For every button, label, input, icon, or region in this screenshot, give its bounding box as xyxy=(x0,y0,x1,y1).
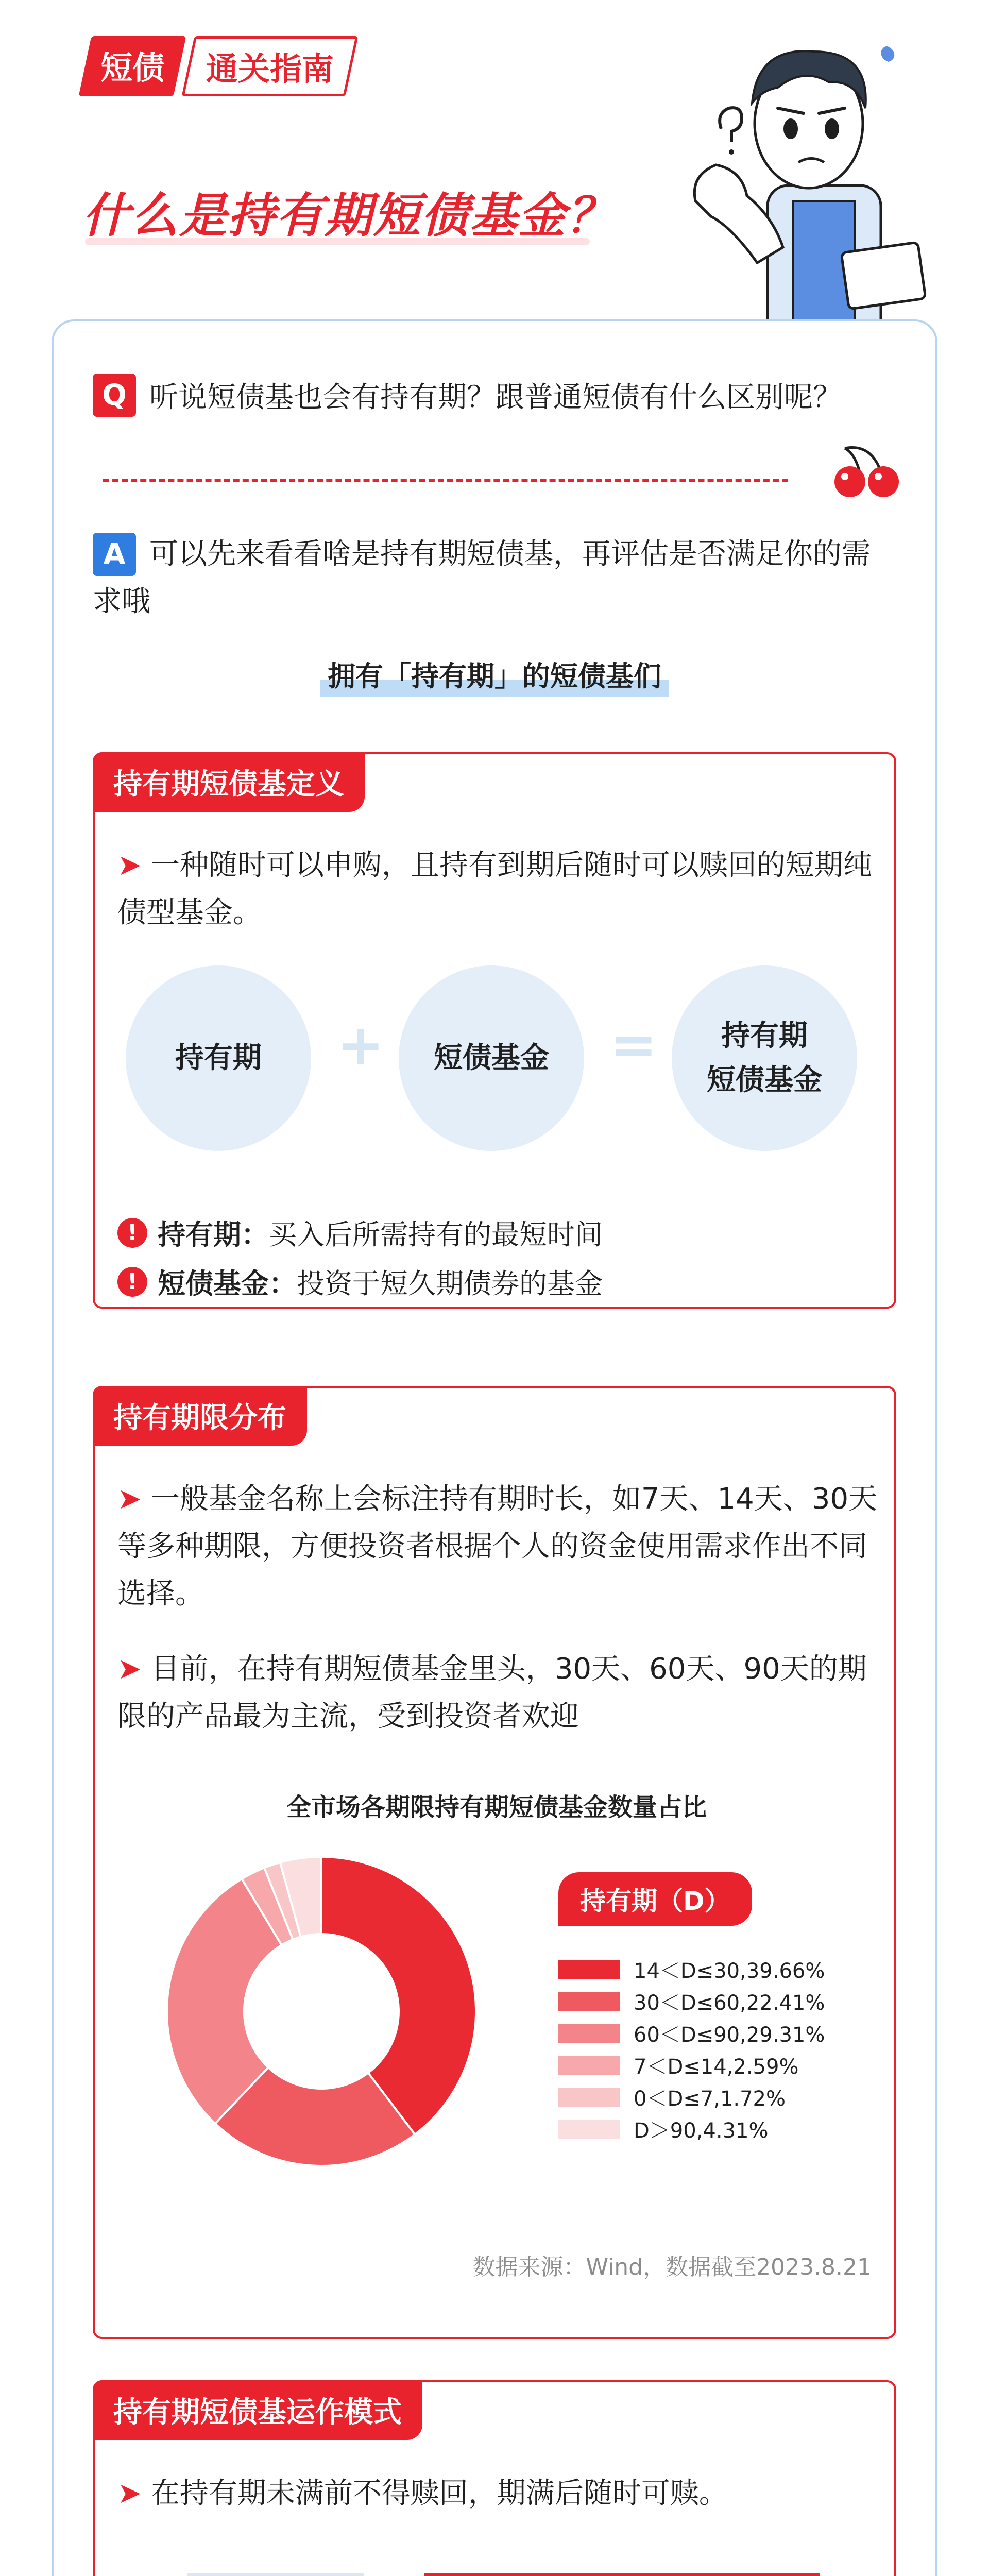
answer-text: 可以先来看看啥是持有期短债基，再评估是否满足你的需求哦 xyxy=(93,537,871,618)
legend-label: D＞90,4.31% xyxy=(634,2119,769,2143)
warning-icon: ! xyxy=(117,1267,147,1297)
legend-item xyxy=(558,2050,798,2080)
legend-label: 7＜D≤14,2.59% xyxy=(634,2055,799,2079)
arrow-icon: ➤ xyxy=(117,1482,142,1516)
plus-sign: + xyxy=(337,1012,385,1078)
warning-icon: ! xyxy=(117,1218,147,1248)
operation-card-tab: 持有期短债基运作模式 xyxy=(93,2380,422,2440)
note-short-bond: ! 短债基金： 投资于短久期债券的基金 xyxy=(117,1262,603,1301)
definition-card-tab: 持有期短债基定义 xyxy=(93,752,365,812)
arrow-icon: ➤ xyxy=(117,2477,142,2510)
question-text: 听说短债基也会有持有期？跟普通短债有什么区别呢？ xyxy=(149,381,842,414)
legend-title: 持有期（D） xyxy=(558,1872,752,1926)
cherry-icon xyxy=(814,443,901,500)
legend-label: 0＜D≤7,1.72% xyxy=(634,2087,786,2111)
legend-item xyxy=(558,2019,825,2048)
tag-guide: 通关指南 xyxy=(182,36,359,96)
open-redeem-box xyxy=(424,2573,820,2576)
legend-item xyxy=(558,1955,825,1984)
header-tags xyxy=(85,36,352,96)
legend-swatch xyxy=(558,2024,620,2043)
thinking-person-illustration xyxy=(639,31,927,340)
legend-label: 14＜D≤30,39.66% xyxy=(634,1959,825,1983)
a-badge: A xyxy=(93,533,136,576)
arrow-icon: ➤ xyxy=(117,1652,142,1686)
question-row xyxy=(93,374,842,417)
circle-holding-period: 持有期 xyxy=(126,965,311,1151)
legend-swatch xyxy=(558,2120,620,2139)
tag-short-bond: 短债 xyxy=(79,36,186,96)
arrow-icon: ➤ xyxy=(117,849,142,882)
donut-chart xyxy=(162,1852,481,2171)
answer-row xyxy=(93,531,896,625)
circle-short-bond: 短债基金 xyxy=(399,965,584,1151)
circle-result: 持有期 短债基金 xyxy=(672,965,857,1151)
operation-bullet: ➤ 在持有期未满前不得赎回，期满后随时可赎。 xyxy=(117,2477,728,2510)
legend-label: 60＜D≤90,29.31% xyxy=(634,2023,825,2047)
legend-swatch xyxy=(558,1992,620,2011)
definition-card xyxy=(93,752,896,1309)
dashed-divider xyxy=(103,479,788,482)
distribution-bullet-1: ➤ 一般基金名称上会标注持有期时长，如7天、14天、30天等多种期限，方便投资者根据个人的资金使用需求作出不同选择。 xyxy=(117,1482,878,1611)
legend-swatch xyxy=(558,2088,620,2107)
legend-item xyxy=(558,1987,825,2016)
legend-item xyxy=(558,2114,768,2144)
section-heading-holding-funds: 拥有「持有期」的短债基们 xyxy=(52,654,937,697)
legend-swatch xyxy=(558,2056,620,2075)
page-title: 什么是持有期短债基金？ xyxy=(82,188,616,243)
distribution-bullet-2: ➤ 目前，在持有期短债基金里头，30天、60天、90天的期限的产品最为主流，受到投资者欢迎 xyxy=(117,1652,867,1733)
equals-sign: = xyxy=(610,1012,658,1078)
q-badge: Q xyxy=(93,374,136,417)
definition-bullet: ➤ 一种随时可以申购，且持有到期后随时可以赎回的短期纯债型基金。 xyxy=(117,849,872,929)
legend-label: 30＜D≤60,22.41% xyxy=(634,1991,825,2015)
operation-card xyxy=(93,2380,896,2576)
note-holding-period: ! 持有期： 买入后所需持有的最短时间 xyxy=(117,1213,603,1252)
chart-title: 全市场各期限持有期短债基金数量占比 xyxy=(286,1793,707,1822)
legend-swatch xyxy=(558,1960,620,1979)
data-source: 数据来源：Wind，数据截至2023.8.21 xyxy=(472,2254,872,2280)
distribution-card-tab: 持有期限分布 xyxy=(93,1386,307,1446)
distribution-card xyxy=(93,1386,896,2339)
legend-item xyxy=(558,2082,786,2112)
holding-period-box xyxy=(187,2573,364,2576)
